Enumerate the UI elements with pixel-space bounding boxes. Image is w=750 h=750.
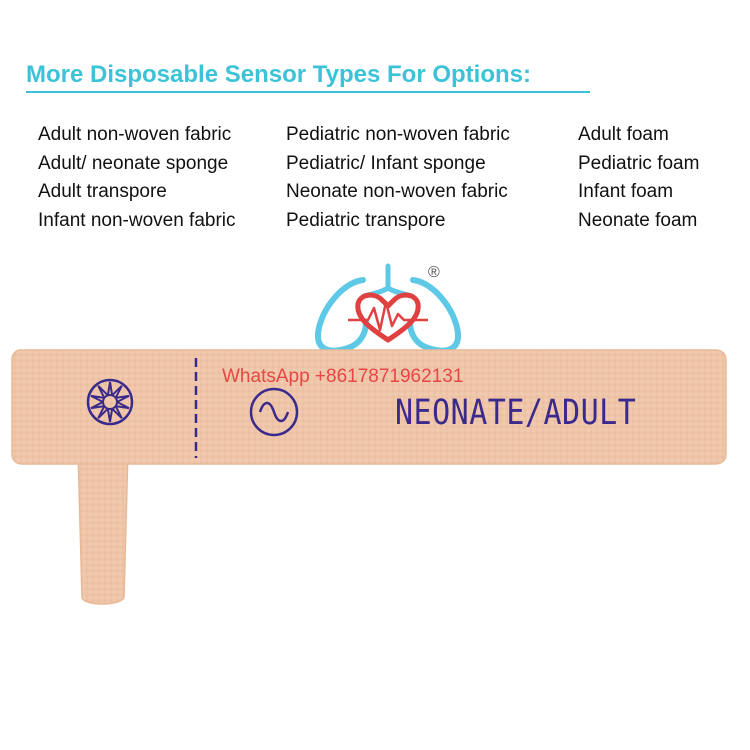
- sensor-type-item: Pediatric non-woven fabric: [286, 124, 510, 145]
- sensor-type-item: Pediatric/ Infant sponge: [286, 153, 486, 174]
- sensor-types-list: [0, 0, 750, 240]
- sensor-type-item: Adult/ neonate sponge: [38, 153, 229, 174]
- sensor-type-item: Infant non-woven fabric: [38, 210, 236, 231]
- sensor-type-item: Adult foam: [578, 124, 669, 145]
- sensor-label: NEONATE/ADULT: [395, 392, 637, 434]
- watermark-text: WhatsApp +8617871962131: [222, 366, 464, 387]
- sensor-type-item: Infant foam: [578, 181, 674, 202]
- page-title: More Disposable Sensor Types For Options:: [26, 61, 531, 88]
- sensor-type-item: Pediatric transpore: [286, 210, 446, 231]
- sensor-type-item: Adult non-woven fabric: [38, 124, 232, 145]
- sensor-type-item: Adult transpore: [38, 181, 167, 202]
- sensor-type-item: Neonate non-woven fabric: [286, 181, 508, 202]
- registered-mark: ®: [428, 264, 440, 281]
- sensor-tab: [78, 450, 128, 604]
- sensor-type-item: Pediatric foam: [578, 153, 700, 174]
- sensor-type-item: Neonate foam: [578, 210, 698, 231]
